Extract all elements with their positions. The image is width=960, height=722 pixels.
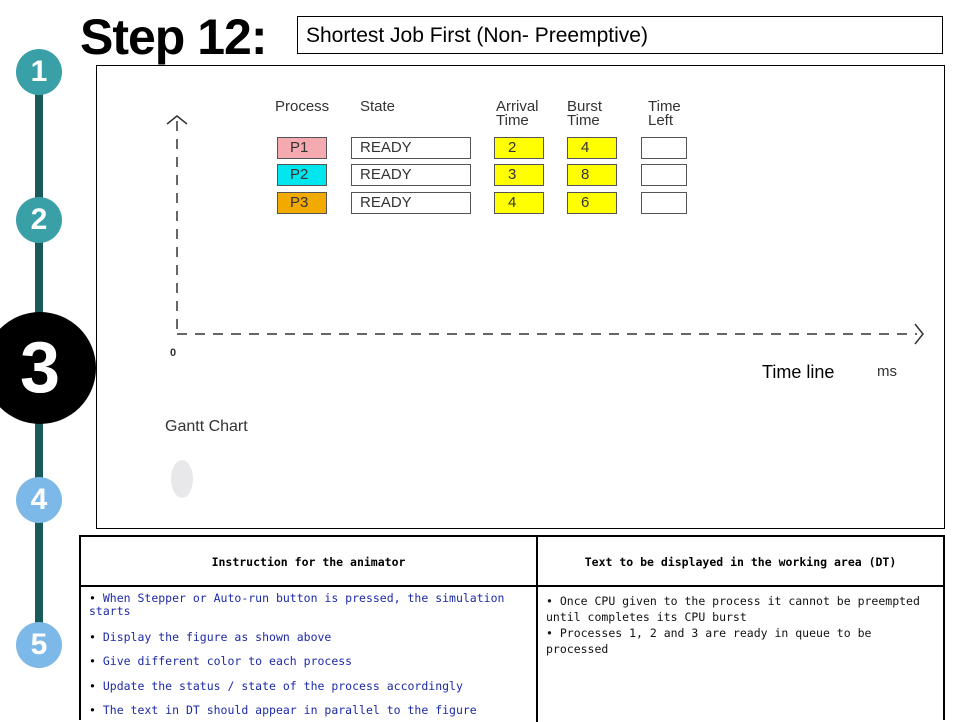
animator-instructions-header: Instruction for the animator [81,537,536,587]
state-cell-p2: READY [351,164,471,186]
time-left-header: Time Left [648,98,681,129]
dt-text-header: Text to be displayed in the working area (DT) [538,537,943,587]
axis-origin-label: 0 [170,347,177,359]
state-header: State [360,98,396,115]
gantt-chart-label: Gantt Chart [165,418,248,435]
instruction-item-5: • The text in DT should appear in parallel to the figure [89,703,477,717]
instruction-item-1: • When Stepper or Auto-run button is pressed, the simulation starts [89,591,505,618]
dt-text-item-1: • Once CPU given to the process it cannot be preempted until completes its CPU burst [546,594,920,624]
instruction-item-4: • Update the status / state of the process accordingly [89,679,463,693]
algorithm-title: Shortest Job First (Non- Preemptive) [297,16,943,54]
arrival-header: Arrival Time [496,98,539,129]
table-column-divider [536,537,538,722]
instruction-item-2: • Display the figure as shown above [89,630,332,644]
step-4-button[interactable]: 4 [16,477,62,523]
arrival-cell-p1: 2 [494,137,544,159]
process-header: Process [275,98,330,115]
timeline-label: Time line [762,362,835,382]
step-2-button[interactable]: 2 [16,197,62,243]
process-cell-p2: P2 [277,164,327,186]
state-cell-p3: READY [351,192,471,214]
burst-cell-p1: 4 [567,137,617,159]
working-area [96,65,945,529]
instruction-table [79,535,945,720]
process-cell-p1: P1 [277,137,327,159]
step-1-button[interactable]: 1 [16,49,62,95]
process-cell-p3: P3 [277,192,327,214]
step-title: Step 12: [80,9,267,65]
instruction-item-3: • Give different color to each process [89,654,353,668]
state-cell-p1: READY [351,137,471,159]
arrival-cell-p3: 4 [494,192,544,214]
ms-unit-label: ms [877,363,897,380]
axes-svg [97,66,944,528]
burst-cell-p2: 8 [567,164,617,186]
burst-header: Burst Time [567,98,603,129]
dt-text-item-2: • Processes 1, 2 and 3 are ready in queue to be processed [546,626,872,656]
arrival-cell-p2: 3 [494,164,544,186]
step-5-button[interactable]: 5 [16,622,62,668]
burst-cell-p3: 6 [567,192,617,214]
gantt-placeholder-oval [171,460,193,498]
step-3-button[interactable]: 3 [0,312,96,424]
